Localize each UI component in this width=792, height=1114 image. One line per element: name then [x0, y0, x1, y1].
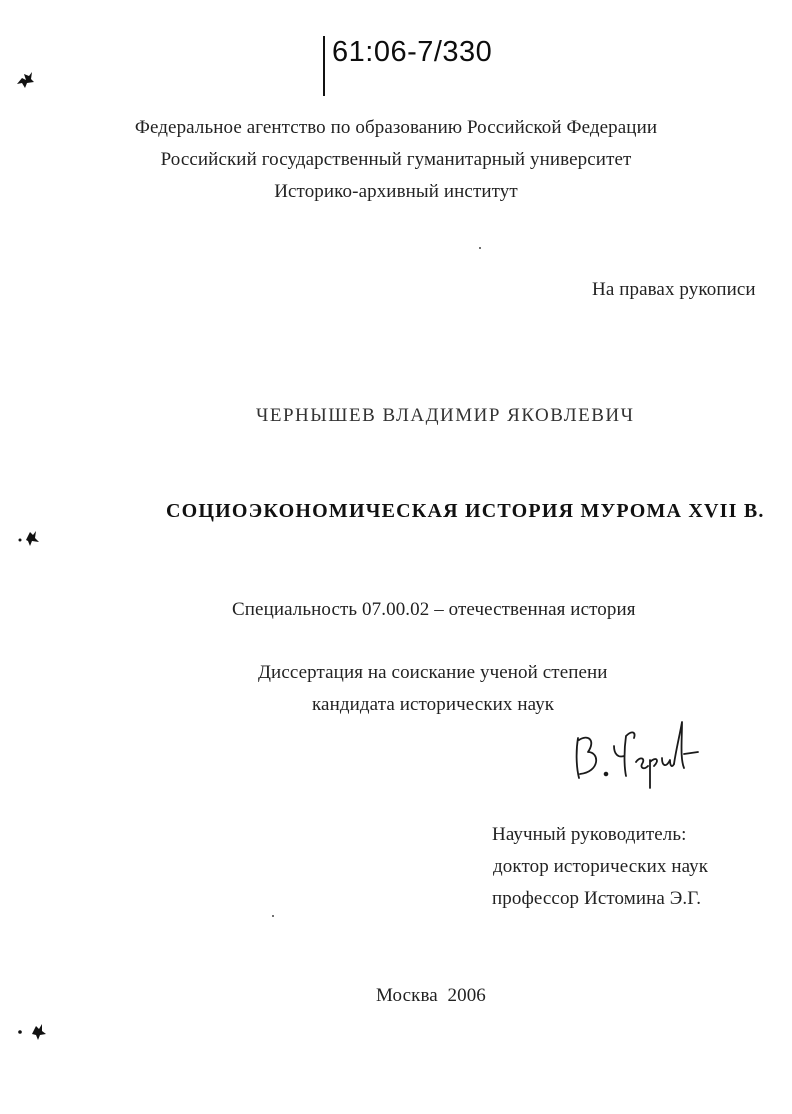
dissertation-line-2: кандидата исторических наук: [312, 694, 555, 715]
manuscript-note: На правах рукописи: [592, 279, 756, 300]
city-year: Москва 2006: [376, 985, 486, 1006]
author-name: ЧЕРНЫШЕВ ВЛАДИМИР ЯКОВЛЕВИЧ: [256, 405, 635, 426]
supervisor-label: Научный руководитель:: [492, 824, 687, 845]
supervisor-degree: доктор исторических наук: [493, 856, 709, 877]
institute-line: Историко-архивный институт: [274, 181, 518, 202]
agency-line: Федеральное агентство по образованию Российской Федерации: [134, 117, 658, 138]
scan-dot: [478, 246, 482, 250]
scan-speck-icon: [14, 70, 36, 90]
stamp-divider: [323, 36, 325, 96]
scan-speck-icon: [16, 1020, 52, 1044]
handwritten-signature: [570, 710, 710, 795]
scan-dot: [271, 914, 275, 918]
specialty-line: Специальность 07.00.02 – отечественная история: [232, 599, 636, 620]
supervisor-name: профессор Истомина Э.Г.: [492, 888, 702, 909]
dissertation-line-1: Диссертация на соискание ученой степени: [258, 662, 608, 683]
dissertation-title: СОЦИОЭКОНОМИЧЕСКАЯ ИСТОРИЯ МУРОМА XVII В.: [166, 500, 765, 522]
university-line: Российский государственный гуманитарный университет: [160, 149, 632, 170]
scan-speck-icon: [17, 526, 41, 548]
library-stamp-code: 61:06-7/330: [332, 36, 493, 68]
